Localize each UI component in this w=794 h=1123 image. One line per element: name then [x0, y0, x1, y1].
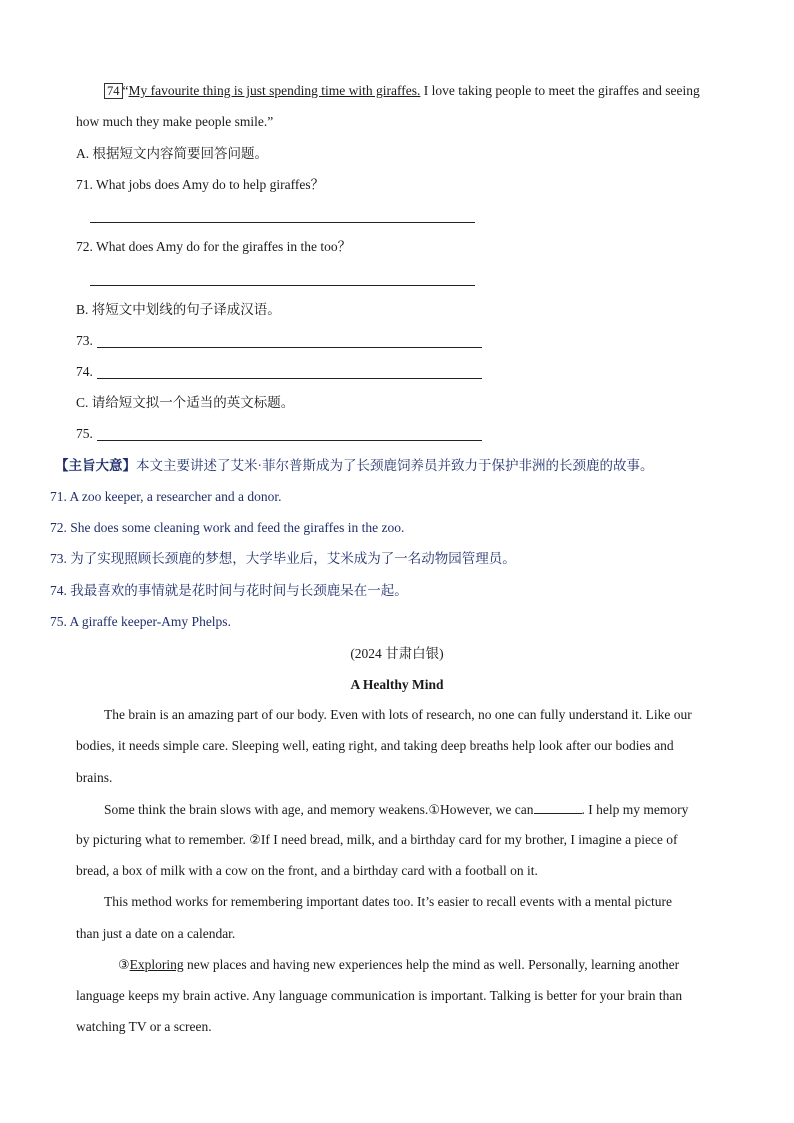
- passage-text: However, we can: [439, 802, 534, 817]
- section-c-heading: C. 请给短文拟一个适当的英文标题。: [76, 395, 295, 410]
- underlined-word: Exploring: [129, 957, 184, 972]
- answer-74: 74. 我最喜欢的事情就是花时间与花时间与长颈鹿呆在一起。: [50, 583, 408, 598]
- fill-in-blank: [534, 800, 582, 814]
- summary-label: 【主旨大意】: [55, 458, 136, 473]
- question-75: 75.: [76, 426, 93, 441]
- paragraph-2-line: [104, 800, 688, 820]
- section-a-heading: A. 根据短文内容简要回答问题。: [76, 146, 268, 161]
- summary-text: 本文主要讲述了艾米·菲尔普斯成为了长颈鹿饲养员并致力于保护非洲的长颈鹿的故事。: [136, 458, 654, 473]
- passage-text: I love taking people to meet the giraffes and seeing: [420, 83, 700, 98]
- passage-line: [104, 82, 700, 100]
- question-71: 71. What jobs does Amy do to help giraffes？: [76, 177, 325, 192]
- summary-line: [55, 457, 654, 475]
- paragraph-1-line: bodies, it needs simple care. Sleeping well, eating right, and taking deep breaths help look after our bodies and: [76, 738, 674, 753]
- question-number-box: 74: [104, 83, 123, 99]
- quote-open: “: [122, 83, 129, 98]
- paragraph-4-line: [118, 956, 679, 975]
- passage-text: by picturing what to remember.: [76, 832, 250, 847]
- circled-mark-3: ③: [118, 958, 130, 973]
- circled-mark-2: ②: [249, 833, 261, 848]
- question-73: 73.: [76, 333, 93, 348]
- answer-line-72: [90, 285, 475, 286]
- paragraph-4-line: watching TV or a screen.: [76, 1019, 212, 1034]
- paragraph-3-line: This method works for remembering important dates too. It’s easier to recall events with a mental picture: [104, 894, 672, 909]
- answer-73: 73. 为了实现照顾长颈鹿的梦想，大学毕业后，艾米成为了一名动物园管理员。: [50, 551, 516, 566]
- answer-75: 75. A giraffe keeper-Amy Phelps.: [50, 614, 231, 629]
- answer-line-75: [97, 440, 482, 441]
- answer-line-71: [90, 222, 475, 223]
- passage-text: . I help my memory: [581, 802, 689, 817]
- paragraph-1-line: brains.: [76, 770, 113, 785]
- circled-mark-1: ①: [428, 803, 440, 818]
- paragraph-4-line: language keeps my brain active. Any language communication is important. Talking is better for your brain than: [76, 988, 683, 1003]
- answer-71: 71. A zoo keeper, a researcher and a donor.: [50, 489, 282, 504]
- passage-title: A Healthy Mind: [350, 677, 444, 692]
- passage-source: (2024 甘肃白银): [350, 646, 444, 661]
- passage-line: how much they make people smile.”: [76, 114, 274, 129]
- passage-text: If I need bread, milk, and a birthday card for my brother, I imagine a piece of: [260, 832, 678, 847]
- section-b-heading: B. 将短文中划线的句子译成汉语。: [76, 302, 281, 317]
- passage-text: new places and having new experiences help the mind as well. Personally, learning another: [183, 957, 680, 972]
- paragraph-3-line: than just a date on a calendar.: [76, 926, 236, 941]
- question-72: 72. What does Amy do for the giraffes in the too？: [76, 239, 352, 254]
- passage-text: Some think the brain slows with age, and memory weakens.: [104, 802, 429, 817]
- answer-line-74: [97, 378, 482, 379]
- question-74: 74.: [76, 364, 93, 379]
- paragraph-2-line: [76, 831, 678, 850]
- underlined-sentence: My favourite thing is just spending time with giraffes.: [128, 83, 421, 98]
- paragraph-1-line: The brain is an amazing part of our body. Even with lots of research, no one can fully understand it. Like our: [104, 707, 692, 722]
- answer-line-73: [97, 347, 482, 348]
- answer-72: 72. She does some cleaning work and feed the giraffes in the zoo.: [50, 520, 405, 535]
- paragraph-2-line: bread, a box of milk with a cow on the front, and a birthday card with a football on it.: [76, 863, 538, 878]
